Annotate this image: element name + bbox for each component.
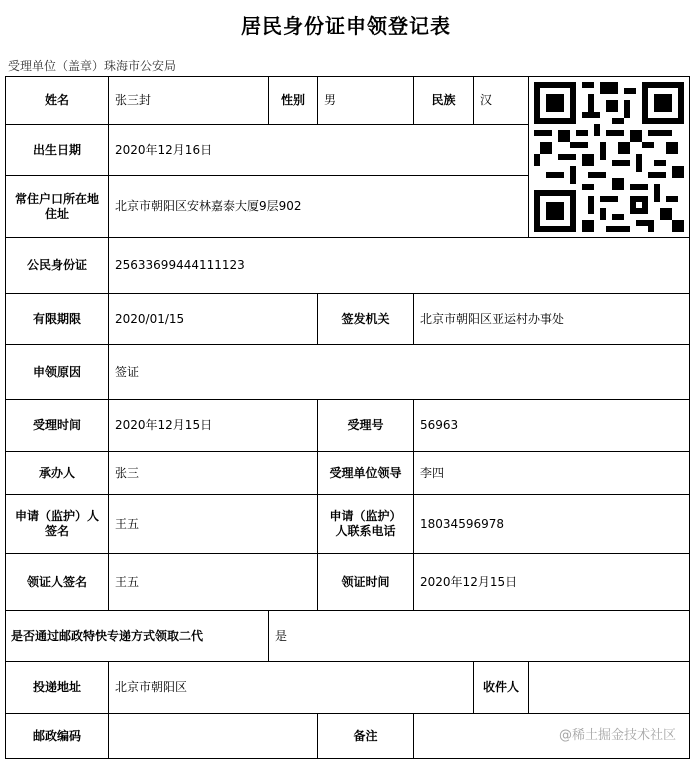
receive-time-value: 2020年12月15日 [414, 554, 690, 611]
id-number-value: 25633699444111123 [109, 238, 690, 294]
gender-label: 性别 [269, 77, 318, 125]
qr-code-cell [529, 77, 690, 238]
reason-label: 申领原因 [6, 345, 109, 400]
ethnicity-value: 汉 [474, 77, 529, 125]
accept-time-value: 2020年12月15日 [109, 400, 318, 452]
recipient-label: 收件人 [474, 662, 529, 714]
form-title: 居民身份证申领登记表 [241, 14, 451, 38]
table-row [6, 400, 690, 452]
reason-value: 签证 [109, 345, 690, 400]
receiver-sign-value: 王五 [109, 554, 318, 611]
ethnicity-label: 民族 [414, 77, 474, 125]
delivery-address-label: 投递地址 [6, 662, 109, 714]
applicant-phone-label: 申请（监护）人联系电话 [318, 495, 414, 554]
authority-label: 签发机关 [318, 294, 414, 345]
registration-form-table [5, 76, 690, 759]
birth-date-value: 2020年12月16日 [109, 125, 529, 176]
receive-time-label: 领证时间 [318, 554, 414, 611]
issuing-unit: 受理单位（盖章）珠海市公安局 [8, 59, 177, 73]
table-row [6, 294, 690, 345]
name-value: 张三封 [109, 77, 269, 125]
postal-option-value: 是 [269, 611, 690, 662]
accept-no-label: 受理号 [318, 400, 414, 452]
id-number-label: 公民身份证 [6, 238, 109, 294]
applicant-phone-value: 18034596978 [414, 495, 690, 554]
qr-code-icon [530, 82, 688, 232]
validity-label: 有限期限 [6, 294, 109, 345]
applicant-sign-label: 申请（监护）人签名 [6, 495, 109, 554]
accept-time-label: 受理时间 [6, 400, 109, 452]
table-row [6, 238, 690, 294]
delivery-address-value: 北京市朝阳区 [109, 662, 474, 714]
accept-no-value: 56963 [414, 400, 690, 452]
table-row [6, 662, 690, 714]
table-row [6, 554, 690, 611]
remarks-label: 备注 [318, 714, 414, 759]
table-row [6, 495, 690, 554]
validity-value: 2020/01/15 [109, 294, 318, 345]
receiver-sign-label: 领证人签名 [6, 554, 109, 611]
unit-leader-value: 李四 [414, 452, 690, 495]
table-row [6, 611, 690, 662]
handler-value: 张三 [109, 452, 318, 495]
applicant-sign-value: 王五 [109, 495, 318, 554]
address-value: 北京市朝阳区安林嘉泰大厦9层902 [109, 176, 529, 238]
unit-leader-label: 受理单位领导 [318, 452, 414, 495]
watermark: @稀土掘金技术社区 [558, 728, 676, 743]
recipient-value [529, 662, 690, 714]
table-row [6, 345, 690, 400]
postcode-label: 邮政编码 [6, 714, 109, 759]
table-row [6, 77, 690, 125]
table-row [6, 452, 690, 495]
birth-date-label: 出生日期 [6, 125, 109, 176]
address-label: 常住户口所在地住址 [6, 176, 109, 238]
handler-label: 承办人 [6, 452, 109, 495]
authority-value: 北京市朝阳区亚运村办事处 [414, 294, 690, 345]
postcode-value [109, 714, 318, 759]
gender-value: 男 [318, 77, 414, 125]
postal-option-label: 是否通过邮政特快专递方式领取二代 [6, 611, 269, 662]
name-label: 姓名 [6, 77, 109, 125]
